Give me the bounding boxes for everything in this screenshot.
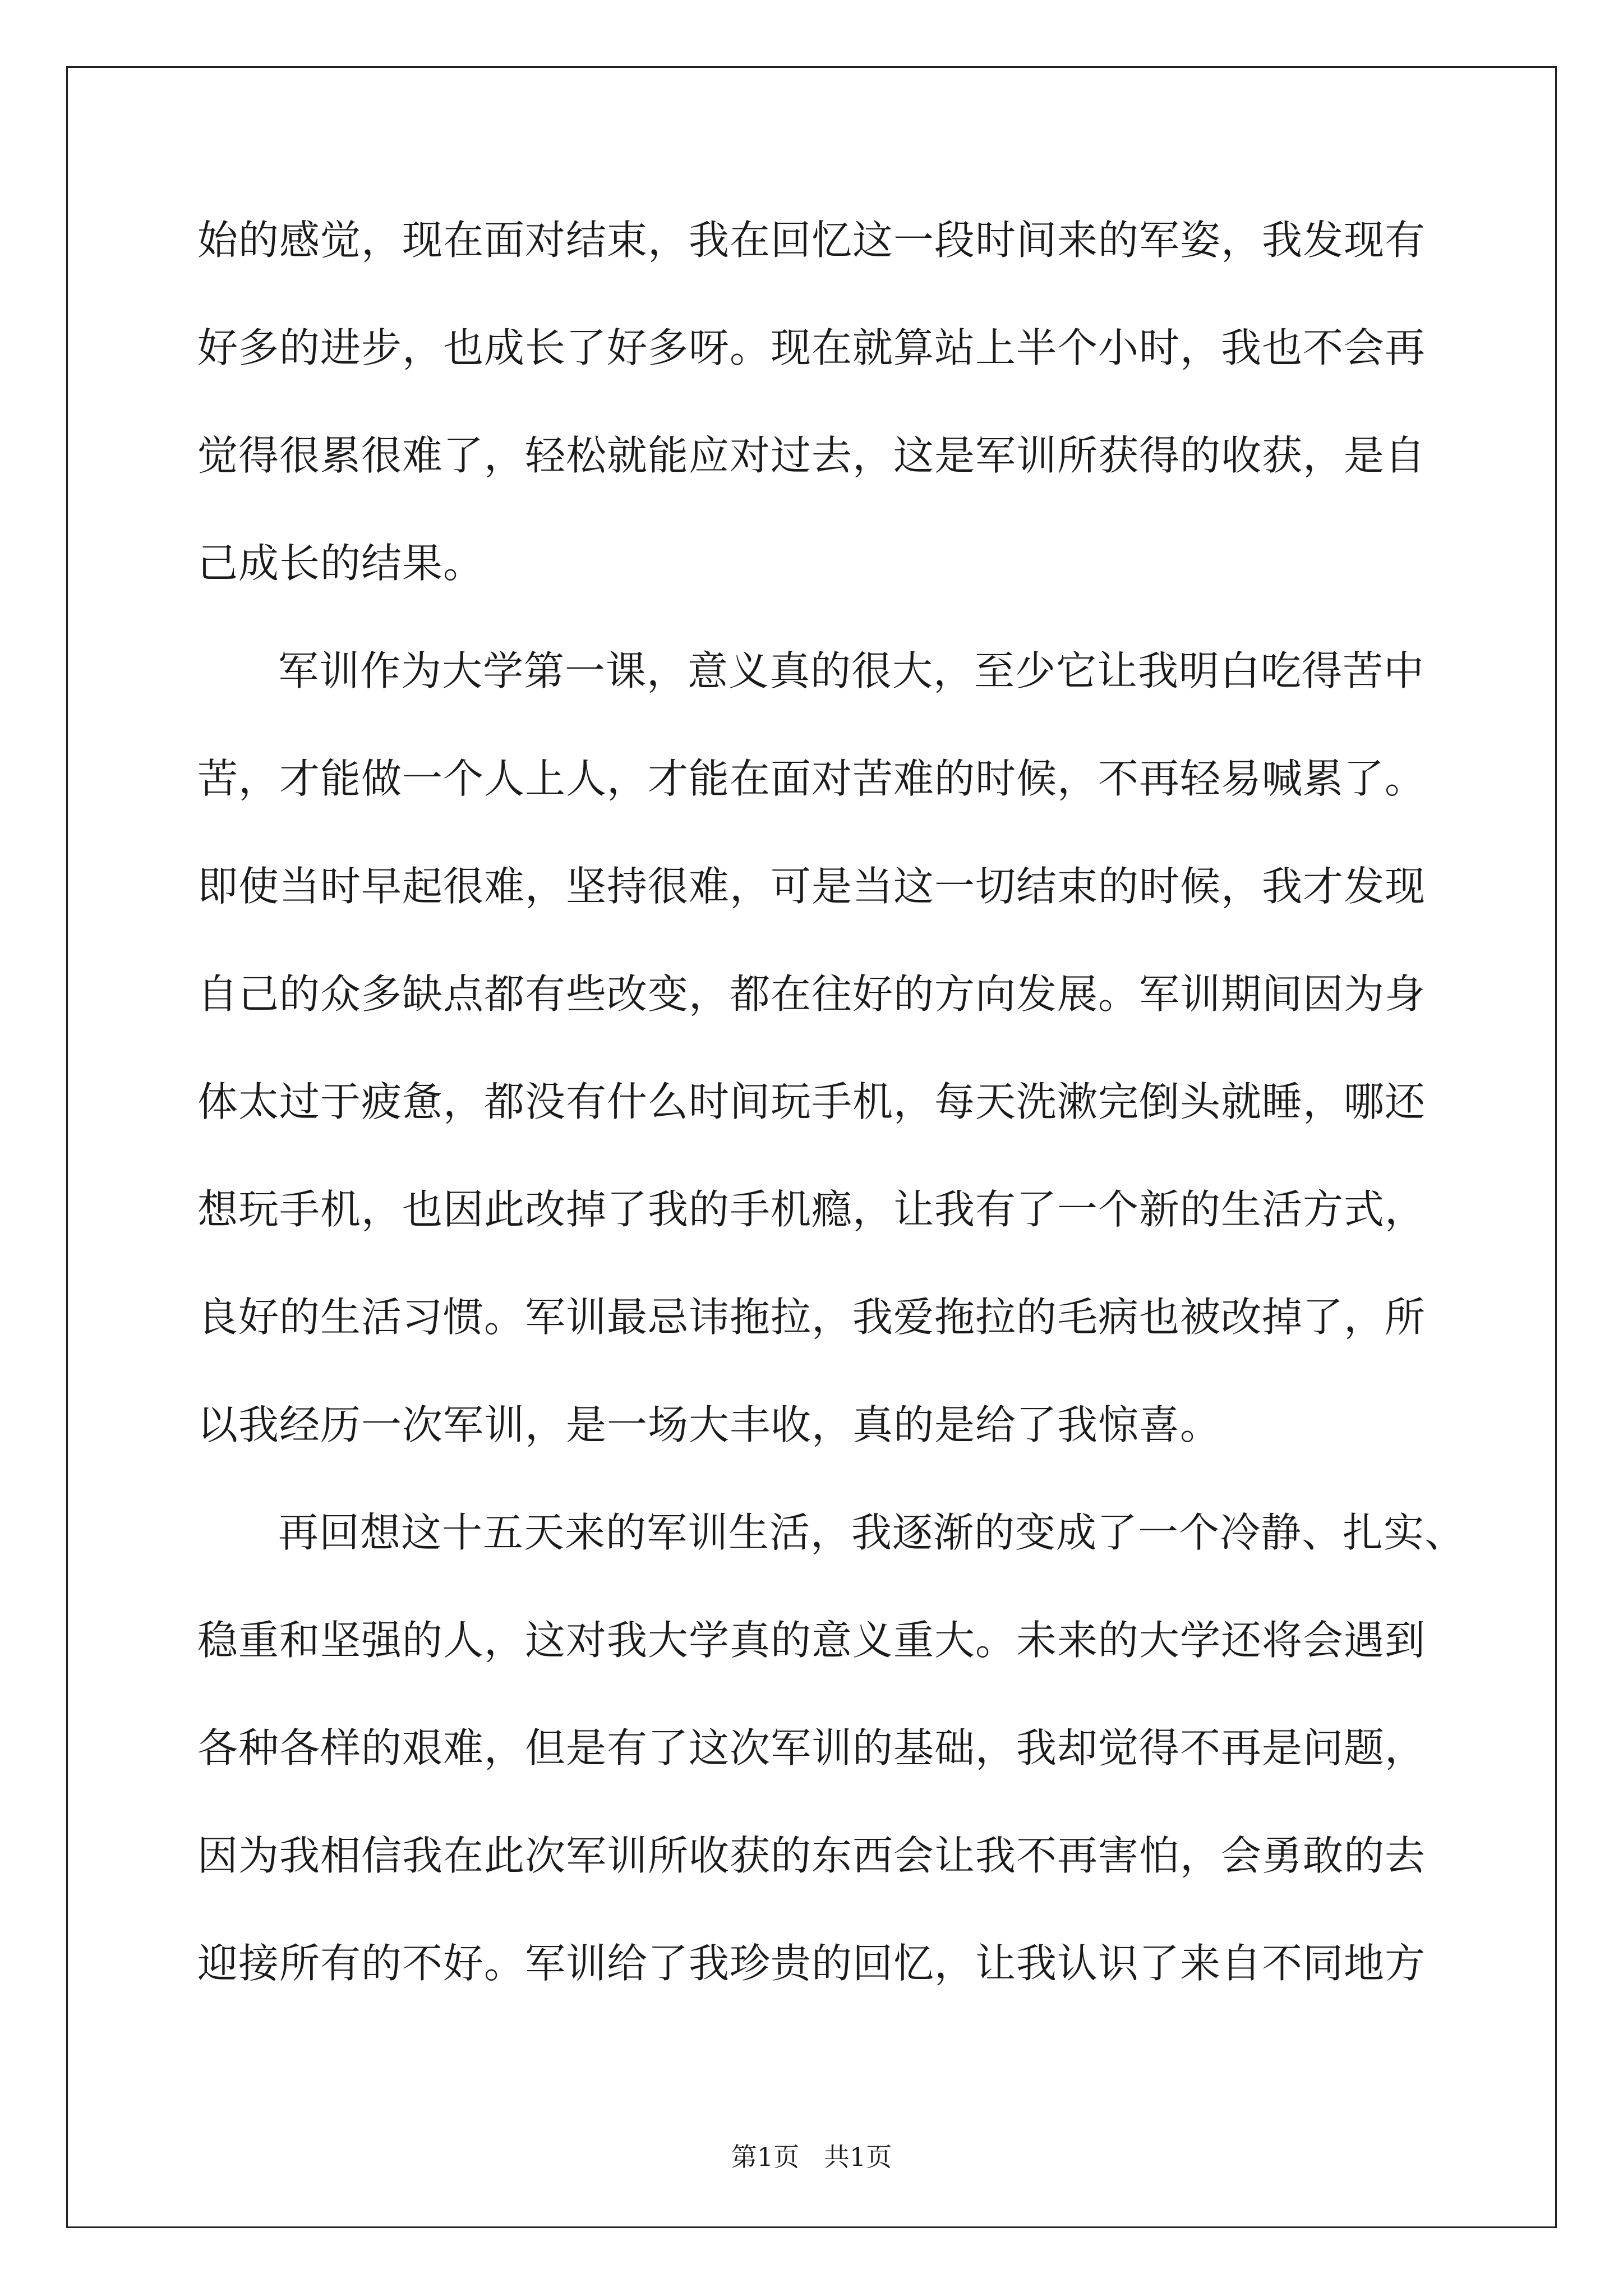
text-line: 觉得很累很难了，轻松就能应对过去，这是军训所获得的收获，是自 [197,432,1426,479]
document-body [197,213,1465,2044]
text-line: 各种各样的艰难，但是有了这次军训的基础，我却觉得不再是问题， [197,1724,1426,1772]
page-number-footer: 第1页 共1页 [731,2142,892,2172]
text-line: 迎接所有的不好。军训给了我珍贵的回忆，让我认识了来自不同地方 [197,1940,1426,1987]
text-line: 因为我相信我在此次军训所收获的东西会让我不再害怕，会勇敢的去 [197,1832,1426,1879]
paragraph-first-line: 再回想这十五天来的军训生活，我逐渐的变成了一个冷静、扎实、 [278,1509,1466,1556]
text-line: 良好的生活习惯。军训最忌讳拖拉，我爱拖拉的毛病也被改掉了，所 [197,1294,1426,1341]
text-line: 好多的进步，也成长了好多呀。现在就算站上半个小时，我也不会再 [197,324,1426,371]
text-line: 己成长的结果。 [197,540,485,587]
text-line: 苦，才能做一个人上人，才能在面对苦难的时候，不再轻易喊累了。 [197,755,1426,802]
paragraph-first-line: 军训作为大学第一课，意义真的很大，至少它让我明白吃得苦中 [278,647,1425,694]
text-line: 始的感觉，现在面对结束，我在回忆这一段时间来的军姿，我发现有 [197,217,1426,264]
text-line: 稳重和坚强的人，这对我大学真的意义重大。未来的大学还将会遇到 [197,1617,1426,1664]
text-line: 以我经历一次军训，是一场大丰收，真的是给了我惊喜。 [197,1401,1221,1448]
text-line: 体太过于疲惫，都没有什么时间玩手机，每天洗漱完倒头就睡，哪还 [197,1078,1426,1125]
text-line: 自己的众多缺点都有些改变，都在往好的方向发展。军训期间因为身 [197,970,1426,1018]
text-line: 即使当时早起很难，坚持很难，可是当这一切结束的时候，我才发现 [197,863,1426,910]
text-line: 想玩手机，也因此改掉了我的手机瘾，让我有了一个新的生活方式， [197,1186,1426,1233]
